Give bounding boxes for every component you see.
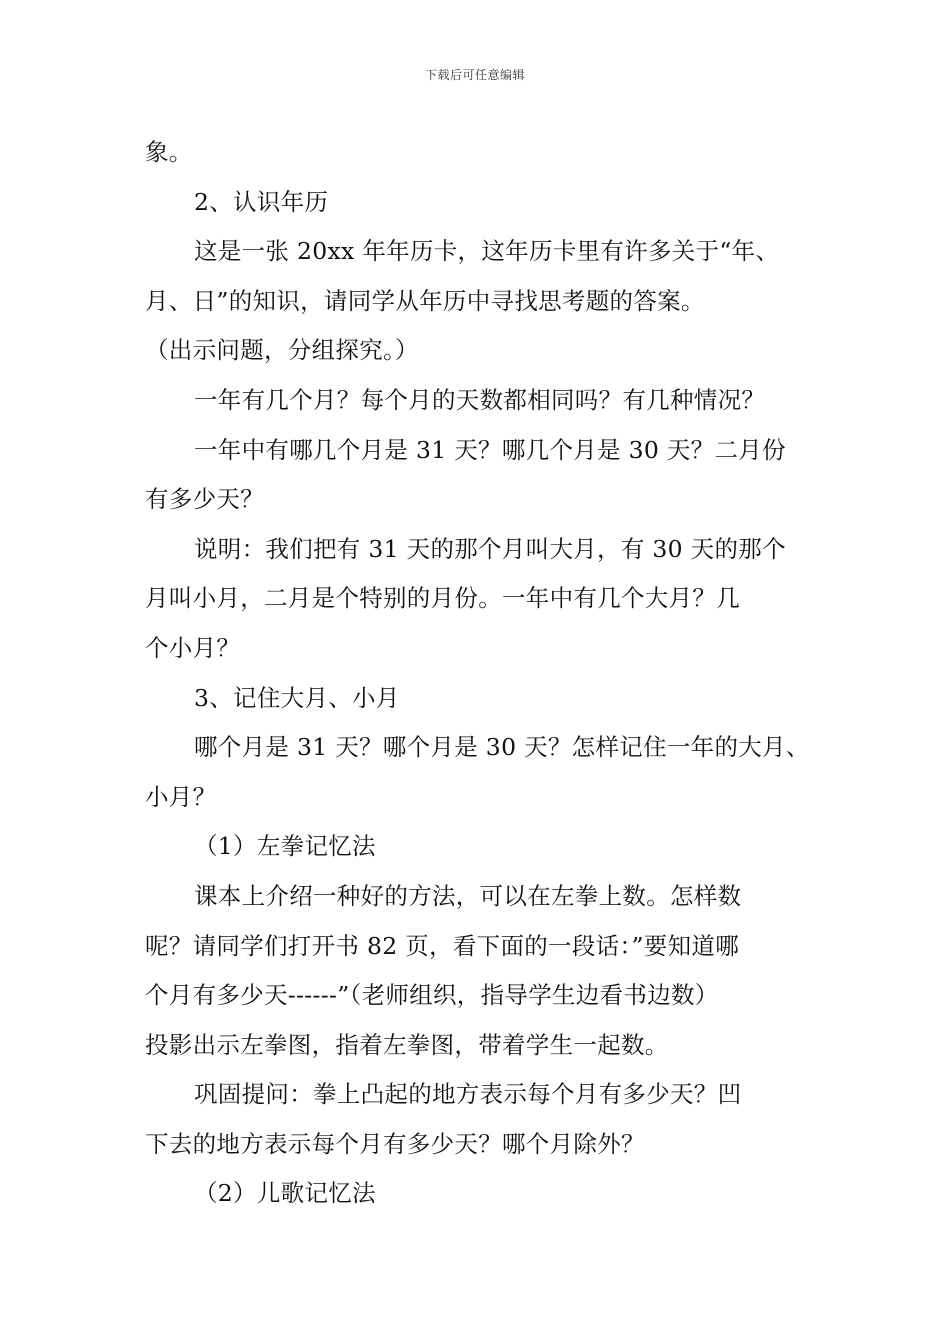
text-line: 巩固提问：拳上凸起的地方表示每个月有多少天？凹 (194, 1080, 742, 1109)
text-line: 下去的地方表示每个月有多少天？哪个月除外？ (145, 1129, 645, 1158)
text-line: 有多少天？ (145, 485, 264, 514)
text-line: 说明：我们把有 31 天的那个月叫大月，有 30 天的那个 (194, 534, 786, 563)
section-heading-calendar: 2、认识年历 (194, 187, 329, 216)
text-line: （出示问题，分组探究。） (145, 336, 419, 365)
text-line: 哪个月是 31 天？哪个月是 30 天？怎样记住一年的大月、 (194, 733, 810, 762)
section-heading-months: 3、记住大月、小月 (194, 683, 400, 712)
subsection-heading-song: （2）儿歌记忆法 (194, 1179, 376, 1208)
subsection-heading-fist: （1）左拳记忆法 (194, 832, 376, 861)
text-line: 月、日”的知识，请同学从年历中寻找思考题的答案。 (145, 286, 705, 315)
text-line: 呢？请同学们打开书 82 页，看下面的一段话：”要知道哪 (145, 931, 740, 960)
document-body (145, 128, 825, 1219)
text-line: 小月？ (145, 782, 217, 811)
text-line: 月叫小月，二月是个特别的月份。一年中有几个大月？几 (145, 584, 740, 613)
text-line: 个小月？ (145, 633, 241, 662)
text-line: 一年中有哪几个月是 31 天？哪几个月是 30 天？二月份 (194, 435, 786, 464)
text-line: 个月有多少天------”（老师组织，指导学生边看书边数） (145, 981, 719, 1010)
page-header-note: 下载后可任意编辑 (424, 68, 525, 82)
text-line: 一年有几个月？每个月的天数都相同吗？有几种情况？ (194, 385, 766, 414)
text-line: 象。 (145, 138, 193, 166)
text-line: 这是一张 20xx 年年历卡，这年历卡里有许多关于“年、 (194, 237, 780, 266)
text-line: 投影出示左拳图，指着左拳图，带着学生一起数。 (145, 1030, 669, 1059)
text-line: 课本上介绍一种好的方法，可以在左拳上数。怎样数 (194, 881, 742, 910)
